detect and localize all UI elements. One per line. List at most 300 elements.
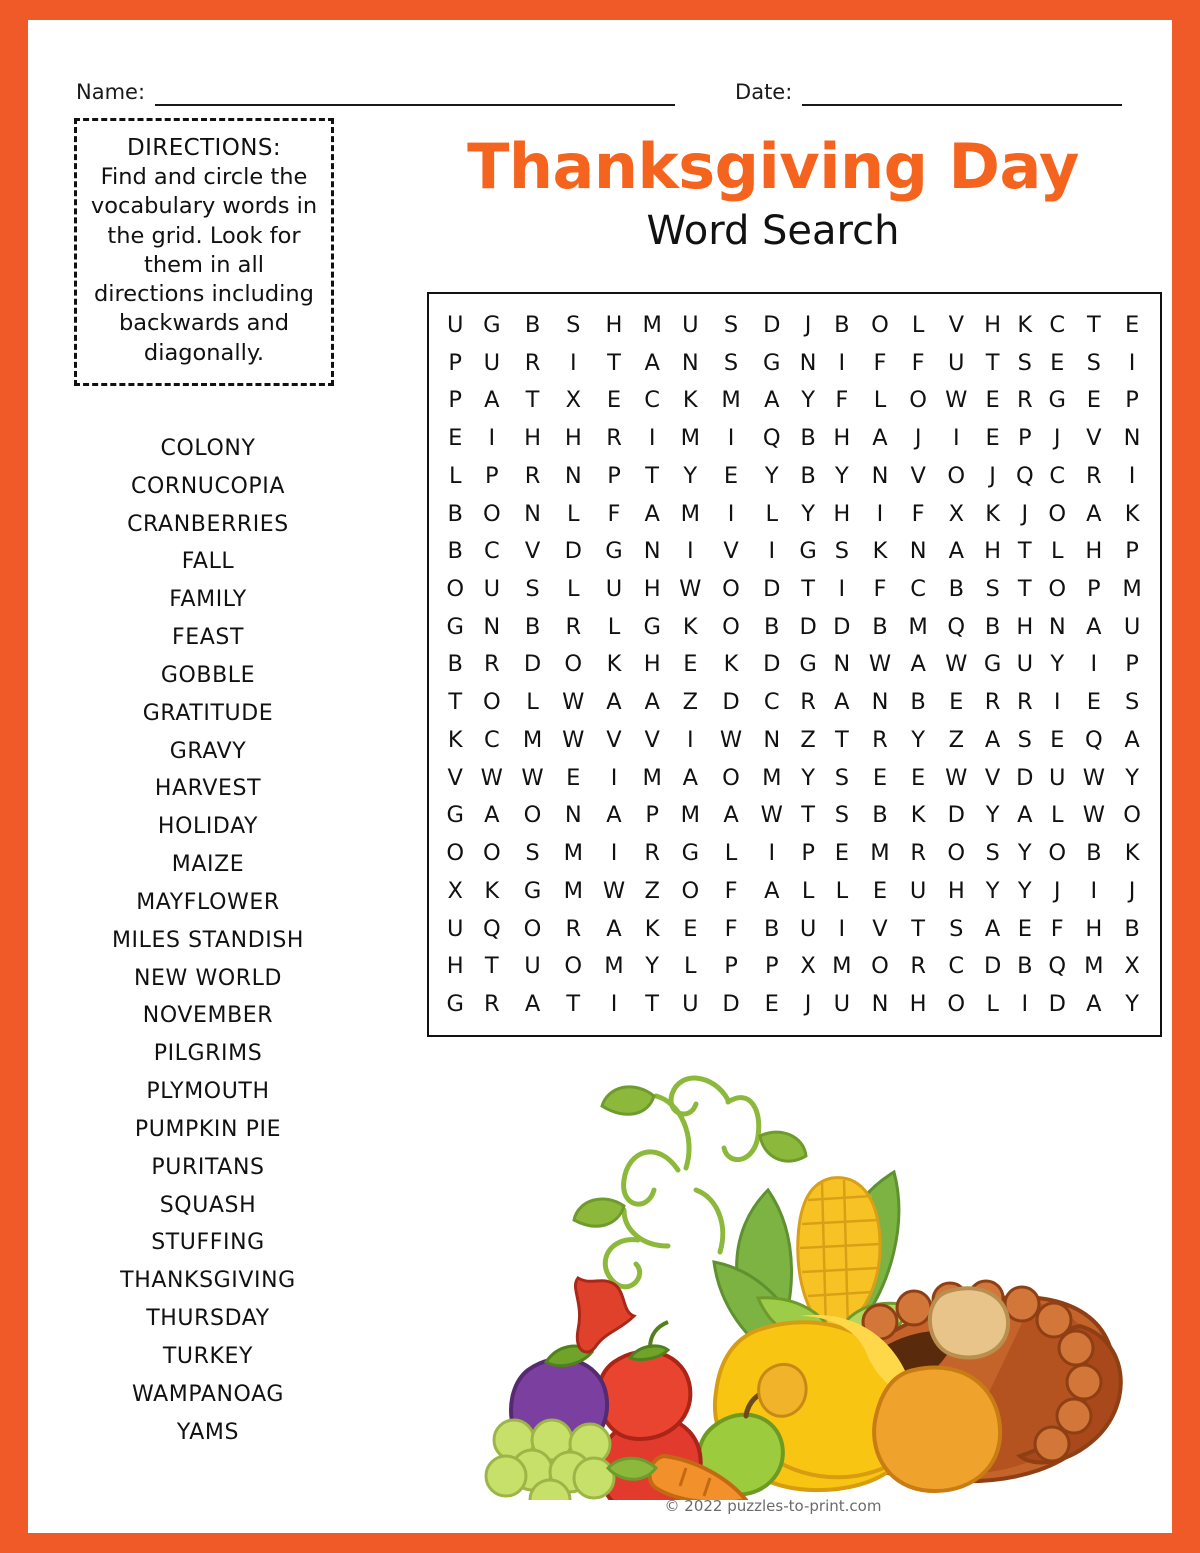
grid-cell[interactable]: Q (762, 425, 781, 452)
date-input-line[interactable] (802, 80, 1122, 106)
grid-cell[interactable]: H (446, 953, 464, 980)
grid-cell[interactable]: Y (985, 877, 1000, 904)
grid-cell[interactable]: J (1053, 877, 1061, 904)
grid-cell[interactable]: W (521, 764, 544, 791)
grid-cell[interactable]: B (834, 311, 850, 338)
grid-cell[interactable]: U (483, 576, 501, 602)
grid-cell[interactable]: N (833, 651, 851, 678)
grid-cell[interactable]: T (985, 349, 1000, 376)
grid-cell[interactable]: R (524, 462, 541, 489)
grid-cell[interactable]: L (1050, 802, 1064, 829)
grid-cell[interactable]: K (682, 613, 698, 640)
grid-cell[interactable]: M (642, 764, 662, 791)
grid-cell[interactable]: P (1125, 651, 1139, 678)
grid-cell[interactable]: B (1124, 915, 1140, 942)
grid-cell[interactable]: E (872, 877, 888, 904)
grid-cell[interactable]: T (1017, 538, 1032, 565)
grid-cell[interactable]: D (1016, 764, 1034, 791)
grid-cell[interactable]: T (448, 689, 463, 716)
grid-cell[interactable]: V (606, 726, 622, 753)
grid-cell[interactable]: E (1124, 311, 1140, 338)
grid-cell[interactable]: Y (1017, 877, 1032, 904)
grid-cell[interactable]: I (838, 349, 846, 376)
grid-cell[interactable]: I (1021, 991, 1029, 1018)
grid-cell[interactable]: O (482, 840, 501, 867)
grid-cell[interactable]: U (833, 991, 851, 1018)
grid-cell[interactable]: H (1085, 538, 1103, 565)
grid-cell[interactable]: D (722, 689, 740, 716)
grid-cell[interactable]: B (800, 462, 816, 489)
grid-cell[interactable]: H (947, 877, 965, 904)
grid-cell[interactable]: P (448, 387, 462, 414)
grid-cell[interactable]: K (723, 651, 739, 678)
grid-cell[interactable]: E (1086, 689, 1101, 716)
grid-cell[interactable]: R (483, 651, 500, 678)
grid-cell[interactable]: E (566, 764, 581, 791)
grid-cell[interactable]: G (446, 991, 464, 1018)
grid-cell[interactable]: E (764, 991, 779, 1018)
grid-cell[interactable]: Z (800, 726, 816, 753)
grid-cell[interactable]: D (722, 991, 740, 1018)
grid-cell[interactable]: Y (1017, 840, 1032, 867)
grid-cell[interactable]: I (488, 425, 496, 452)
grid-cell[interactable]: R (1016, 689, 1033, 716)
grid-cell[interactable]: R (483, 991, 500, 1018)
grid-cell[interactable]: S (525, 840, 540, 867)
grid-cell[interactable]: I (1090, 651, 1098, 678)
grid-cell[interactable]: A (644, 500, 660, 527)
grid-cell[interactable]: I (768, 538, 776, 565)
grid-cell[interactable]: O (722, 576, 740, 602)
grid-cell[interactable]: W (760, 802, 783, 829)
grid-cell[interactable]: N (871, 462, 889, 489)
grid-cell[interactable]: A (484, 802, 500, 829)
grid-cell[interactable]: M (680, 425, 701, 452)
grid-cell[interactable]: M (680, 802, 701, 829)
grid-cell[interactable]: U (524, 953, 541, 980)
grid-cell[interactable]: Y (1125, 764, 1139, 791)
grid-cell[interactable]: T (566, 991, 581, 1018)
grid-cell[interactable]: B (447, 651, 463, 678)
grid-cell[interactable]: S (525, 576, 540, 602)
grid-cell[interactable]: R (984, 689, 1001, 716)
grid-cell[interactable]: S (985, 840, 1000, 867)
grid-cell[interactable]: O (871, 311, 889, 338)
grid-cell[interactable]: Q (947, 613, 966, 640)
grid-cell[interactable]: V (1086, 425, 1102, 452)
grid-cell[interactable]: S (566, 311, 581, 338)
grid-cell[interactable]: F (911, 500, 925, 527)
grid-cell[interactable]: F (835, 387, 849, 414)
grid-cell[interactable]: S (723, 311, 739, 338)
grid-cell[interactable]: U (948, 349, 965, 376)
grid-cell[interactable]: K (644, 915, 660, 942)
grid-cell[interactable]: I (838, 576, 846, 602)
grid-cell[interactable]: F (911, 349, 925, 376)
grid-cell[interactable]: C (1049, 462, 1066, 489)
grid-cell[interactable]: I (727, 425, 735, 452)
grid-cell[interactable]: D (983, 953, 1002, 980)
grid-cell[interactable]: A (764, 877, 780, 904)
grid-cell[interactable]: I (727, 500, 735, 527)
grid-cell[interactable]: E (872, 764, 888, 791)
grid-cell[interactable]: G (681, 840, 700, 867)
grid-cell[interactable]: T (525, 387, 540, 414)
grid-cell[interactable]: T (607, 349, 621, 376)
grid-cell[interactable]: K (682, 387, 698, 414)
grid-cell[interactable]: W (719, 726, 743, 753)
grid-cell[interactable]: P (764, 953, 779, 980)
grid-cell[interactable]: V (644, 726, 660, 753)
grid-cell[interactable]: A (1086, 500, 1102, 527)
grid-cell[interactable]: W (868, 651, 892, 678)
grid-cell[interactable]: O (446, 840, 465, 867)
grid-cell[interactable]: H (1016, 613, 1034, 640)
grid-cell[interactable]: N (1123, 425, 1141, 452)
grid-cell[interactable]: L (526, 689, 539, 716)
grid-cell[interactable]: L (607, 613, 621, 640)
grid-cell[interactable]: G (983, 651, 1002, 678)
grid-cell[interactable]: E (448, 425, 463, 452)
grid-cell[interactable]: E (834, 840, 849, 867)
grid-cell[interactable]: R (872, 726, 888, 753)
grid-cell[interactable]: G (643, 613, 661, 640)
grid-cell[interactable]: O (1048, 840, 1067, 867)
grid-cell[interactable]: V (910, 462, 926, 489)
grid-cell[interactable]: K (1124, 500, 1140, 527)
grid-cell[interactable]: L (765, 500, 779, 527)
grid-cell[interactable]: O (722, 613, 740, 640)
grid-cell[interactable]: M (870, 840, 890, 867)
grid-cell[interactable]: O (482, 689, 501, 716)
grid-cell[interactable]: B (910, 689, 926, 716)
grid-cell[interactable]: W (562, 726, 585, 753)
grid-cell[interactable]: E (911, 764, 926, 791)
grid-cell[interactable]: D (523, 651, 542, 678)
grid-cell[interactable]: W (679, 576, 702, 602)
grid-cell[interactable]: A (1086, 991, 1102, 1018)
grid-cell[interactable]: K (447, 726, 463, 753)
grid-cell[interactable]: E (606, 387, 622, 414)
grid-cell[interactable]: E (985, 425, 1000, 452)
grid-cell[interactable]: L (448, 462, 462, 489)
grid-cell[interactable]: T (801, 576, 815, 602)
grid-cell[interactable]: R (910, 840, 926, 867)
grid-cell[interactable]: W (945, 387, 968, 414)
grid-cell[interactable]: O (947, 840, 966, 867)
grid-cell[interactable]: C (1049, 311, 1066, 338)
grid-cell[interactable]: G (446, 613, 464, 640)
grid-cell[interactable]: L (801, 877, 815, 904)
grid-cell[interactable]: V (723, 538, 739, 565)
grid-cell[interactable]: G (483, 311, 501, 338)
grid-cell[interactable]: R (910, 953, 926, 980)
grid-cell[interactable]: Y (1125, 991, 1139, 1018)
grid-cell[interactable]: U (605, 576, 623, 602)
grid-cell[interactable]: Y (801, 764, 815, 791)
grid-cell[interactable]: J (804, 311, 812, 338)
grid-cell[interactable]: K (484, 877, 500, 904)
grid-cell[interactable]: I (952, 425, 960, 452)
grid-cell[interactable]: E (985, 387, 1000, 414)
grid-cell[interactable]: A (1086, 613, 1102, 640)
grid-cell[interactable]: U (483, 349, 501, 376)
grid-cell[interactable]: M (563, 877, 583, 904)
grid-cell[interactable]: K (910, 802, 926, 829)
grid-cell[interactable]: M (604, 953, 624, 980)
grid-cell[interactable]: H (643, 576, 661, 602)
grid-cell[interactable]: U (1016, 651, 1034, 678)
grid-cell[interactable]: N (909, 538, 927, 565)
grid-cell[interactable]: C (644, 387, 661, 414)
grid-cell[interactable]: L (873, 387, 887, 414)
grid-cell[interactable]: Y (645, 953, 660, 980)
grid-cell[interactable]: R (565, 915, 582, 942)
grid-cell[interactable]: A (1017, 802, 1033, 829)
grid-cell[interactable]: A (524, 991, 541, 1018)
grid-cell[interactable]: N (681, 349, 699, 376)
grid-cell[interactable]: E (683, 915, 698, 942)
grid-cell[interactable]: N (643, 538, 661, 565)
grid-cell[interactable]: Y (911, 726, 926, 753)
grid-cell[interactable]: X (800, 953, 816, 980)
grid-cell[interactable]: I (838, 915, 846, 942)
grid-cell[interactable]: B (800, 425, 816, 452)
grid-cell[interactable]: N (871, 991, 889, 1018)
grid-cell[interactable]: R (524, 349, 541, 376)
grid-cell[interactable]: O (947, 991, 966, 1018)
grid-cell[interactable]: W (945, 651, 968, 678)
grid-cell[interactable]: V (524, 538, 541, 565)
grid-cell[interactable]: B (1017, 953, 1033, 980)
grid-cell[interactable]: P (1125, 387, 1139, 414)
grid-cell[interactable]: X (948, 500, 964, 527)
grid-cell[interactable]: Q (1048, 953, 1067, 980)
grid-cell[interactable]: T (484, 953, 499, 980)
grid-cell[interactable]: D (1048, 991, 1066, 1018)
grid-cell[interactable]: N (1048, 613, 1066, 640)
grid-cell[interactable]: D (763, 576, 781, 602)
grid-cell[interactable]: D (763, 651, 781, 678)
grid-cell[interactable]: O (1048, 500, 1067, 527)
grid-cell[interactable]: K (985, 500, 1000, 527)
grid-cell[interactable]: H (909, 991, 927, 1018)
grid-cell[interactable]: E (1050, 726, 1065, 753)
grid-cell[interactable]: I (768, 840, 776, 867)
grid-cell[interactable]: F (724, 877, 738, 904)
grid-cell[interactable]: G (1048, 387, 1066, 414)
grid-cell[interactable]: P (1087, 576, 1101, 602)
grid-cell[interactable]: E (1050, 349, 1065, 376)
grid-cell[interactable]: V (948, 311, 964, 338)
grid-cell[interactable]: U (1123, 613, 1141, 640)
grid-cell[interactable]: O (564, 651, 583, 678)
grid-cell[interactable]: A (723, 802, 739, 829)
grid-cell[interactable]: B (984, 613, 1001, 640)
grid-cell[interactable]: J (1053, 425, 1061, 452)
grid-cell[interactable]: L (911, 311, 925, 338)
grid-cell[interactable]: T (1086, 311, 1101, 338)
grid-cell[interactable]: O (909, 387, 927, 414)
grid-cell[interactable]: Y (801, 500, 815, 527)
grid-cell[interactable]: P (1125, 538, 1139, 565)
grid-cell[interactable]: I (610, 764, 618, 791)
grid-cell[interactable]: C (763, 689, 780, 716)
grid-cell[interactable]: I (1128, 349, 1136, 376)
grid-cell[interactable]: E (1017, 915, 1032, 942)
grid-cell[interactable]: D (947, 802, 965, 829)
grid-cell[interactable]: R (800, 689, 816, 716)
grid-cell[interactable]: B (764, 915, 780, 942)
grid-cell[interactable]: O (482, 500, 501, 527)
grid-cell[interactable]: A (910, 651, 926, 678)
grid-cell[interactable]: S (834, 802, 849, 829)
grid-cell[interactable]: N (564, 802, 582, 829)
grid-cell[interactable]: H (833, 500, 851, 527)
grid-cell[interactable]: O (523, 802, 542, 829)
grid-cell[interactable]: I (876, 500, 884, 527)
grid-cell[interactable]: H (643, 651, 661, 678)
grid-cell[interactable]: N (763, 726, 781, 753)
grid-cell[interactable]: W (1082, 764, 1105, 791)
grid-cell[interactable]: O (871, 953, 889, 980)
grid-cell[interactable]: C (483, 726, 500, 753)
grid-cell[interactable]: E (949, 689, 964, 716)
grid-cell[interactable]: S (1086, 349, 1101, 376)
grid-cell[interactable]: Y (834, 462, 849, 489)
grid-cell[interactable]: X (1124, 953, 1140, 980)
grid-cell[interactable]: I (569, 349, 577, 376)
grid-cell[interactable]: P (724, 953, 738, 980)
grid-cell[interactable]: I (1090, 877, 1098, 904)
grid-cell[interactable]: L (567, 500, 580, 527)
grid-cell[interactable]: A (644, 689, 660, 716)
grid-cell[interactable]: H (984, 311, 1002, 338)
grid-cell[interactable]: K (872, 538, 888, 565)
grid-cell[interactable]: I (648, 425, 656, 452)
grid-cell[interactable]: N (564, 462, 582, 489)
grid-cell[interactable]: M (908, 613, 928, 640)
grid-cell[interactable]: M (563, 840, 583, 867)
grid-cell[interactable]: Z (948, 726, 964, 753)
grid-cell[interactable]: H (564, 425, 582, 452)
grid-cell[interactable]: P (1018, 425, 1032, 452)
grid-cell[interactable]: B (872, 613, 888, 640)
grid-cell[interactable]: U (799, 915, 817, 942)
grid-cell[interactable]: N (483, 613, 501, 640)
grid-cell[interactable]: T (801, 802, 815, 829)
grid-cell[interactable]: W (945, 764, 968, 791)
grid-cell[interactable]: O (564, 953, 583, 980)
grid-cell[interactable]: A (484, 387, 500, 414)
grid-cell[interactable]: S (985, 576, 1000, 602)
grid-cell[interactable]: M (762, 764, 782, 791)
grid-cell[interactable]: E (723, 462, 739, 489)
grid-cell[interactable]: B (447, 500, 463, 527)
grid-cell[interactable]: O (523, 915, 542, 942)
grid-cell[interactable]: A (1124, 726, 1140, 753)
grid-cell[interactable]: E (683, 651, 698, 678)
grid-cell[interactable]: H (833, 425, 851, 452)
grid-cell[interactable]: R (1016, 387, 1033, 414)
grid-cell[interactable]: R (644, 840, 660, 867)
grid-cell[interactable]: P (448, 349, 462, 376)
grid-cell[interactable]: U (682, 991, 699, 1018)
grid-cell[interactable]: G (523, 877, 542, 904)
grid-cell[interactable]: A (606, 802, 622, 829)
grid-cell[interactable]: F (724, 915, 738, 942)
grid-cell[interactable]: U (909, 877, 927, 904)
grid-cell[interactable]: R (606, 425, 622, 452)
grid-cell[interactable]: G (799, 651, 817, 678)
grid-cell[interactable]: B (1086, 840, 1102, 867)
grid-cell[interactable]: U (446, 915, 464, 942)
grid-cell[interactable]: M (1122, 576, 1142, 602)
grid-cell[interactable]: D (833, 613, 851, 640)
grid-cell[interactable]: J (1021, 500, 1029, 527)
grid-cell[interactable]: F (873, 576, 887, 602)
grid-cell[interactable]: W (562, 689, 585, 716)
grid-cell[interactable]: B (447, 538, 463, 565)
grid-cell[interactable]: A (682, 764, 698, 791)
grid-cell[interactable]: B (948, 576, 964, 602)
grid-cell[interactable]: J (804, 991, 812, 1018)
grid-cell[interactable]: V (872, 915, 888, 942)
grid-cell[interactable]: A (984, 726, 1001, 753)
grid-cell[interactable]: S (1124, 689, 1140, 716)
grid-cell[interactable]: L (986, 991, 999, 1018)
grid-cell[interactable]: A (872, 425, 888, 452)
grid-cell[interactable]: O (722, 764, 740, 791)
grid-cell[interactable]: O (446, 576, 465, 602)
grid-cell[interactable]: O (947, 462, 966, 489)
grid-cell[interactable]: A (606, 689, 622, 716)
grid-cell[interactable]: C (948, 953, 965, 980)
grid-cell[interactable]: A (606, 915, 622, 942)
grid-cell[interactable]: U (446, 311, 464, 338)
grid-cell[interactable]: G (446, 802, 464, 829)
grid-cell[interactable]: L (724, 840, 738, 867)
grid-cell[interactable]: V (984, 764, 1001, 791)
grid-cell[interactable]: J (1128, 877, 1136, 904)
grid-cell[interactable]: C (483, 538, 500, 565)
grid-cell[interactable]: S (834, 764, 849, 791)
grid-cell[interactable]: Y (985, 802, 1000, 829)
word-search-grid[interactable] (427, 292, 1162, 1037)
grid-cell[interactable]: B (524, 613, 541, 640)
grid-cell[interactable]: X (447, 877, 463, 904)
grid-cell[interactable]: K (1017, 311, 1033, 338)
grid-cell[interactable]: T (1017, 576, 1032, 602)
grid-cell[interactable]: T (645, 991, 660, 1018)
grid-cell[interactable]: L (684, 953, 697, 980)
grid-cell[interactable]: O (1123, 802, 1141, 829)
grid-cell[interactable]: Y (1050, 651, 1065, 678)
grid-cell[interactable]: H (984, 538, 1002, 565)
grid-cell[interactable]: D (763, 311, 781, 338)
grid-cell[interactable]: M (642, 311, 662, 338)
grid-cell[interactable]: G (763, 349, 781, 376)
grid-cell[interactable]: J (989, 462, 996, 489)
grid-cell[interactable]: F (607, 500, 621, 527)
grid-cell[interactable]: S (834, 538, 849, 565)
grid-cell[interactable]: I (1128, 462, 1136, 489)
grid-cell[interactable]: R (1086, 462, 1102, 489)
grid-cell[interactable]: S (949, 915, 964, 942)
grid-cell[interactable]: Q (1015, 462, 1034, 489)
grid-cell[interactable]: I (686, 538, 694, 565)
grid-cell[interactable]: W (1082, 802, 1105, 829)
